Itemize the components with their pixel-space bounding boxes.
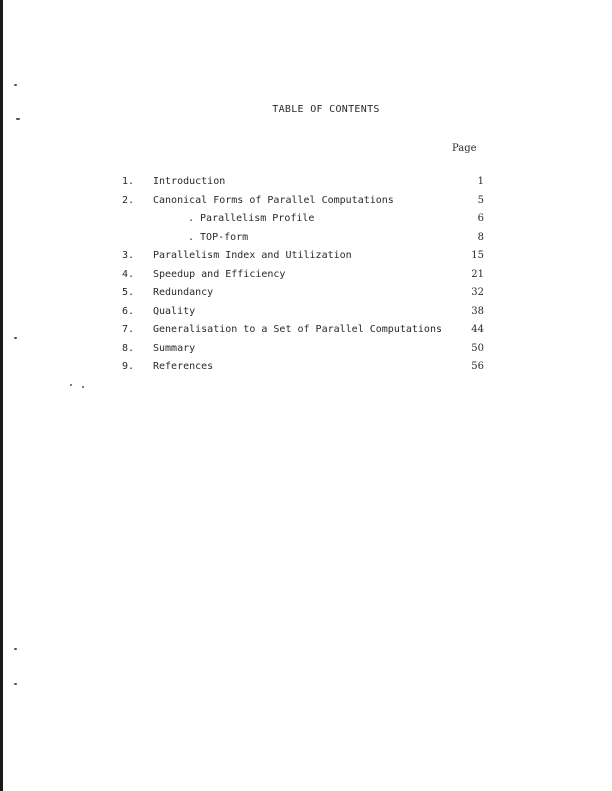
- toc-subentry-label: . TOP-form: [188, 231, 249, 243]
- toc-entry: [0, 343, 612, 362]
- toc-entry-page: 6: [477, 213, 484, 224]
- toc-entry: [0, 306, 612, 325]
- toc-entry-label: References: [153, 361, 214, 372]
- toc-subentry: [0, 232, 612, 251]
- toc-entry-page: 50: [471, 342, 484, 354]
- toc-entry-page: 21: [471, 268, 484, 280]
- toc-entry-label: Summary: [153, 342, 196, 354]
- toc-entry-label: Generalisation to a Set of Parallel Computations: [153, 324, 442, 335]
- toc-subentry: [0, 213, 612, 232]
- toc-entry: [0, 250, 612, 269]
- toc-entry-number: 3.: [122, 250, 135, 261]
- toc-entry-page: 5: [477, 194, 484, 206]
- toc-entry-page: 32: [471, 287, 484, 298]
- toc-entry-page: 56: [471, 361, 484, 372]
- toc-entry: [0, 287, 612, 306]
- scan-speck: [82, 386, 84, 388]
- toc-entry-page: 1: [477, 176, 484, 187]
- toc-entry-label: Speedup and Efficiency: [153, 268, 286, 280]
- toc-entry-page: 15: [471, 250, 484, 261]
- scan-speck: [14, 648, 17, 650]
- toc-entry: [0, 361, 612, 380]
- toc-entry-number: 8.: [122, 342, 135, 354]
- scan-speck: [14, 683, 17, 685]
- toc-entry: [0, 324, 612, 343]
- toc-entry-page: 44: [471, 324, 484, 335]
- toc-entry-label: Quality: [153, 305, 196, 317]
- toc-entry-number: 4.: [122, 268, 135, 280]
- toc-entry-number: 1.: [122, 176, 135, 187]
- scan-speck: [14, 84, 17, 86]
- toc-entry-label: Canonical Forms of Parallel Computations: [153, 194, 394, 206]
- scan-speck: [16, 118, 20, 120]
- toc-entry: [0, 176, 612, 195]
- scan-speck: [70, 384, 72, 386]
- toc-entry: [0, 195, 612, 214]
- toc-list: [0, 176, 612, 380]
- toc-entry-number: 9.: [122, 361, 135, 372]
- toc-entry-label: Redundancy: [153, 287, 214, 298]
- toc-entry: [0, 269, 612, 288]
- toc-entry-number: 2.: [122, 194, 135, 206]
- toc-entry-number: 7.: [122, 324, 135, 335]
- toc-entry-label: Introduction: [153, 176, 226, 187]
- toc-entry-page: 38: [471, 305, 484, 317]
- page-title: TABLE OF CONTENTS: [272, 104, 380, 115]
- toc-entry-number: 6.: [122, 305, 135, 317]
- toc-entry-number: 5.: [122, 287, 135, 298]
- toc-entry-page: 8: [477, 231, 484, 243]
- scan-binding-edge: [0, 0, 3, 791]
- page-column-header: Page: [452, 143, 477, 154]
- toc-entry-label: Parallelism Index and Utilization: [153, 250, 352, 261]
- toc-subentry-label: . Parallelism Profile: [188, 213, 315, 224]
